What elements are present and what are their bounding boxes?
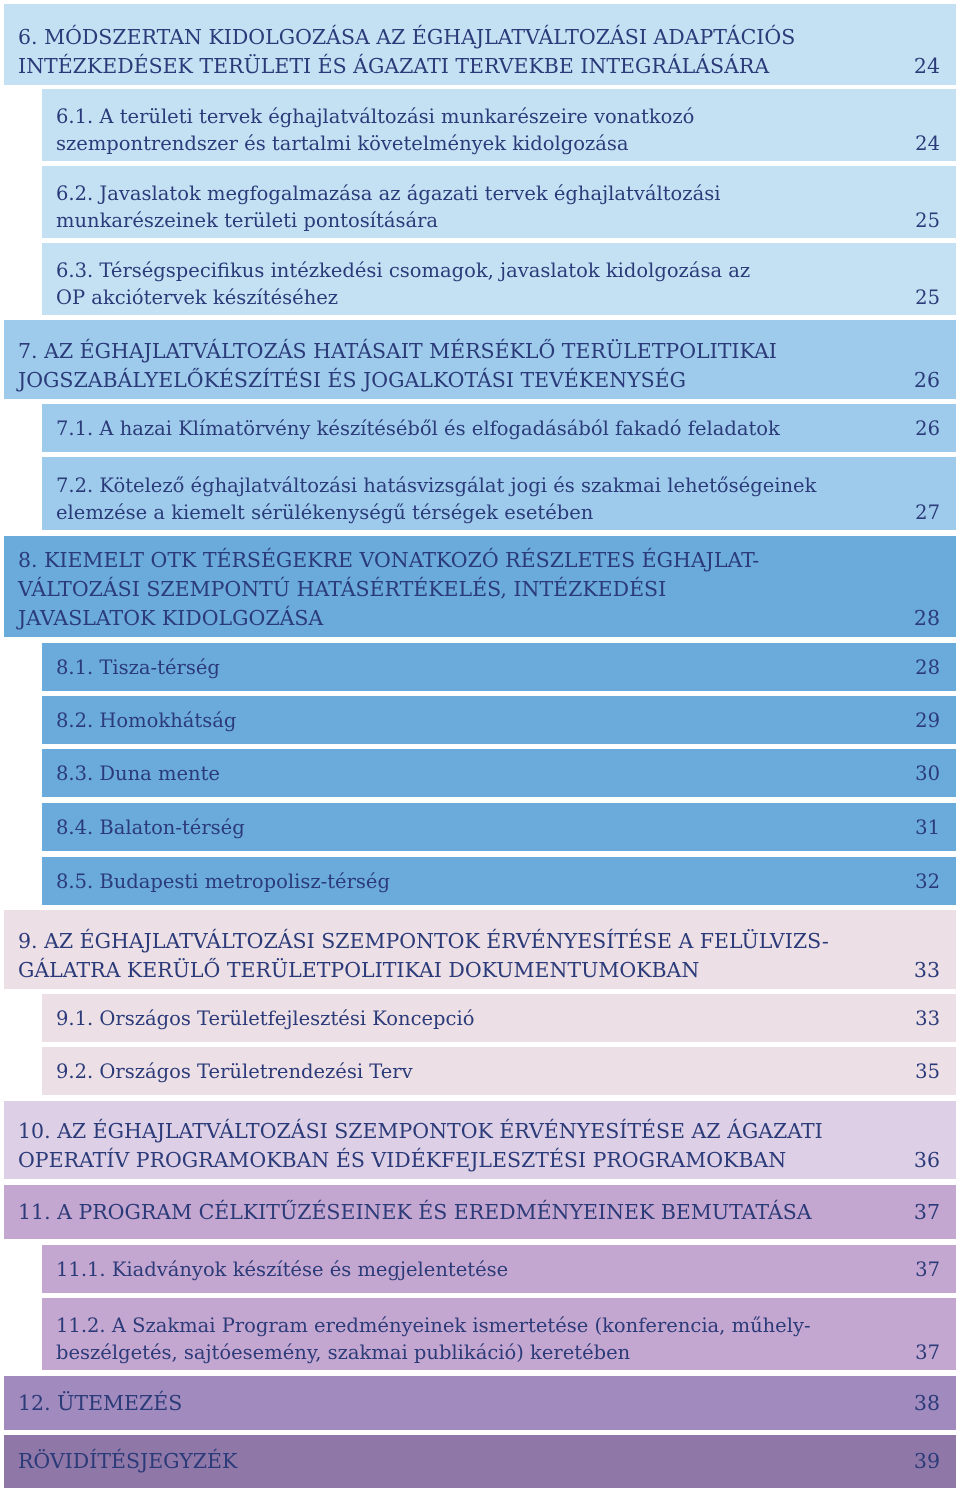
- toc-entry-8-4[interactable]: [42, 803, 956, 851]
- toc-page: 37: [913, 1199, 940, 1224]
- toc-entry-6-1[interactable]: [42, 89, 956, 161]
- toc-title: 6. MÓDSZERTAN KIDOLGOZÁSA AZ ÉGHAJLATVÁLTOZÁSI ADAPTÁCIÓS INTÉZKEDÉSEK TERÜLETI ÉS ÁGAZATI TERVEKBE INTEGRÁLÁSÁRA: [18, 25, 796, 78]
- toc-title: 7.2. Kötelező éghajlatváltozási hatásvizsgálat jogi és szakmai lehetőségeinek elemzése a kiemelt sérülékenységű térségek esetében: [56, 474, 817, 524]
- toc-title: 8.2. Homokhátság: [56, 708, 237, 732]
- toc-entry-8-3[interactable]: [42, 749, 956, 797]
- toc-page: 28: [913, 606, 940, 630]
- toc-title: RÖVIDÍTÉSJEGYZÉK: [18, 1449, 238, 1473]
- toc-title: 8.1. Tisza-térség: [56, 655, 220, 679]
- toc-entry-8-5[interactable]: [42, 857, 956, 905]
- toc-title: 10. AZ ÉGHAJLATVÁLTOZÁSI SZEMPONTOK ÉRVÉNYESÍTÉSE AZ ÁGAZATI OPERATÍV PROGRAMOKBAN ÉS VIDÉKFEJLESZTÉSI PROGRAMOKBAN: [18, 1119, 823, 1172]
- toc-title: 8. KIEMELT OTK TÉRSÉGEKRE VONATKOZÓ RÉSZLETES ÉGHAJLAT- VÁLTOZÁSI SZEMPONTÚ HATÁSÉRTÉKELÉS, INTÉZKEDÉSI JAVASLATOK KIDOLGOZÁSA: [18, 548, 760, 630]
- toc-title: 7. AZ ÉGHAJLATVÁLTOZÁS HATÁSAIT MÉRSÉKLŐ TERÜLETPOLITIKAI JOGSZABÁLYELŐKÉSZÍTÉSI ÉS JOGALKOTÁSI TEVÉKENYSÉG: [18, 339, 777, 392]
- toc-page: 30: [915, 761, 940, 785]
- toc-entry-9[interactable]: [4, 910, 956, 989]
- toc-page: 37: [915, 1341, 940, 1364]
- toc-title: 11.2. A Szakmai Program eredményeinek ismertetése (konferencia, műhely- beszélgetés, sajtóesemény, szakmai publikáció) keretében: [56, 1314, 811, 1364]
- toc-title: 8.5. Budapesti metropolisz-térség: [56, 869, 390, 893]
- toc-entry-11-2[interactable]: [42, 1298, 956, 1370]
- toc-entry-6-3[interactable]: [42, 243, 956, 315]
- toc-entry-abbreviations[interactable]: [4, 1435, 956, 1488]
- toc-entry-6-2[interactable]: [42, 166, 956, 238]
- toc-title: 6.2. Javaslatok megfogalmazása az ágazati tervek éghajlatváltozási munkarészeinek területi pontosítására: [56, 182, 721, 232]
- toc-page: 25: [915, 209, 940, 232]
- toc-entry-12[interactable]: [4, 1376, 956, 1430]
- toc-entry-7-1[interactable]: [42, 404, 956, 452]
- toc-title: 9.1. Országos Területfejlesztési Koncepció: [56, 1006, 475, 1030]
- toc-title: 8.3. Duna mente: [56, 761, 220, 785]
- toc-entry-6[interactable]: [4, 4, 956, 85]
- toc-title: 6.3. Térségspecifikus intézkedési csomagok, javaslatok kidolgozása az OP akciótervek készítéséhez: [56, 259, 751, 309]
- toc-title: 9. AZ ÉGHAJLATVÁLTOZÁSI SZEMPONTOK ÉRVÉNYESÍTÉSE A FELÜLVIZS- GÁLATRA KERÜLŐ TERÜLETPOLITIKAI DOKUMENTUMOKBAN: [18, 929, 829, 982]
- toc-page: 33: [915, 1006, 940, 1030]
- toc-page: 27: [915, 501, 940, 524]
- toc-page: 33: [913, 958, 940, 982]
- toc-entry-8-2[interactable]: [42, 696, 956, 744]
- toc-page: 38: [913, 1390, 940, 1415]
- toc-page: 26: [915, 416, 940, 440]
- toc-title: 9.2. Országos Területrendezési Terv: [56, 1059, 413, 1083]
- toc-title: 12. ÜTEMEZÉS: [18, 1390, 183, 1415]
- toc-title: 11.1. Kiadványok készítése és megjelentetése: [56, 1257, 509, 1281]
- toc-page: 39: [913, 1449, 940, 1473]
- toc-entry-10[interactable]: [4, 1101, 956, 1179]
- toc-page: 28: [915, 655, 940, 679]
- toc-page: 31: [915, 815, 940, 839]
- toc-page: 26: [913, 368, 940, 392]
- toc-entry-11[interactable]: [4, 1185, 956, 1239]
- toc-entry-8[interactable]: [4, 536, 956, 637]
- toc-entry-11-1[interactable]: [42, 1245, 956, 1293]
- toc-entry-7-2[interactable]: [42, 457, 956, 530]
- toc-entry-9-1[interactable]: [42, 994, 956, 1042]
- toc-title: 11. A PROGRAM CÉLKITŰZÉSEINEK ÉS EREDMÉNYEINEK BEMUTATÁSA: [18, 1199, 812, 1224]
- toc-title: 7.1. A hazai Klímatörvény készítéséből és elfogadásából fakadó feladatok: [56, 416, 780, 440]
- toc-page: 29: [915, 708, 940, 732]
- toc-page: 35: [915, 1059, 940, 1083]
- toc-page: 37: [915, 1257, 940, 1281]
- toc-title: 8.4. Balaton-térség: [56, 815, 245, 839]
- toc-page: 24: [913, 54, 940, 78]
- toc-page: 36: [913, 1148, 940, 1172]
- toc-page: 24: [915, 132, 940, 155]
- toc-page: 32: [915, 869, 940, 893]
- toc-page: 25: [915, 286, 940, 309]
- toc-entry-8-1[interactable]: [42, 643, 956, 691]
- toc-entry-9-2[interactable]: [42, 1047, 956, 1095]
- toc-entry-7[interactable]: [4, 320, 956, 399]
- toc-title: 6.1. A területi tervek éghajlatváltozási munkarészeire vonatkozó szempontrendszer és tartalmi követelmények kidolgozása: [56, 105, 695, 155]
